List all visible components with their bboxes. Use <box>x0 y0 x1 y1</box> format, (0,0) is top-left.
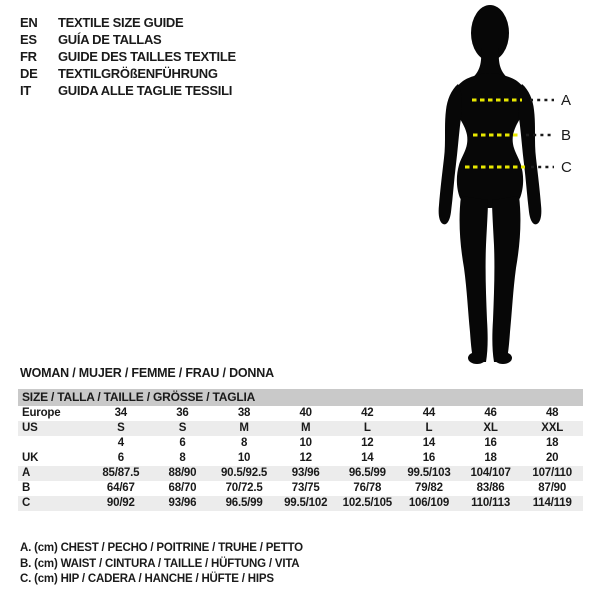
silhouette-right-arm <box>518 84 541 224</box>
size-cell: 46 <box>484 407 497 419</box>
size-cell: M <box>300 422 311 434</box>
size-cell: 83/86 <box>476 482 505 494</box>
row-label <box>18 436 90 451</box>
language-label: GUÍA DE TALLAS <box>58 32 162 47</box>
language-row <box>20 65 236 82</box>
size-cell: 8 <box>240 437 248 449</box>
size-cell: 76/78 <box>353 482 382 494</box>
size-cell: 96.5/99 <box>225 497 263 509</box>
silhouette-left-leg <box>460 196 488 362</box>
size-cell: 107/110 <box>532 467 572 479</box>
size-table-row <box>18 421 583 436</box>
language-list <box>20 14 236 99</box>
size-cell: 40 <box>299 407 312 419</box>
size-cell: 10 <box>237 452 251 464</box>
row-label: Europe <box>22 407 61 419</box>
size-cell: 79/82 <box>415 482 443 494</box>
size-table-row <box>18 481 583 496</box>
size-table-body <box>18 406 583 511</box>
size-cell: 6 <box>117 452 124 464</box>
size-cell: L <box>363 422 371 434</box>
size-table-header: SIZE / TALLA / TAILLE / GRÖSSE / TAGLIA <box>18 389 583 406</box>
size-cell: 8 <box>179 452 186 464</box>
silhouette-torso <box>453 73 527 208</box>
size-cell: 90/92 <box>106 497 135 509</box>
language-label: TEXTILE SIZE GUIDE <box>58 15 184 30</box>
size-cell: 70/72.5 <box>225 482 263 494</box>
silhouette-right-foot <box>494 352 512 364</box>
size-table-row <box>18 451 583 466</box>
size-cell: 20 <box>545 452 559 464</box>
size-cell: 48 <box>545 407 559 419</box>
size-cell: 44 <box>422 407 436 419</box>
size-cell: 87/90 <box>538 482 567 494</box>
size-cell: 6 <box>179 437 186 449</box>
marker-letter-b: B <box>561 127 572 144</box>
size-cell: 38 <box>237 407 251 419</box>
size-cell: 12 <box>299 452 312 464</box>
language-row <box>20 14 236 31</box>
language-code: DE <box>20 66 38 81</box>
row-label: C <box>22 497 31 509</box>
size-cell: 34 <box>114 407 128 419</box>
figure-svg <box>380 0 600 380</box>
row-label: UK <box>22 452 39 464</box>
measurement-legend <box>20 541 303 588</box>
language-row <box>20 82 236 99</box>
size-cell: 12 <box>361 437 374 449</box>
legend-line-c: C. (cm) HIP / CADERA / HANCHE / HÜFTE / HIPS <box>20 573 274 585</box>
size-cell: S <box>178 422 187 434</box>
woman-silhouette <box>439 5 542 364</box>
row-label: B <box>22 482 31 494</box>
size-table-row <box>18 466 583 481</box>
size-cell: 68/70 <box>168 482 197 494</box>
size-cell: S <box>117 422 125 434</box>
size-cell: 96.5/99 <box>348 467 386 479</box>
row-label: A <box>22 467 31 479</box>
size-cell: 42 <box>361 407 374 419</box>
silhouette-left-arm <box>439 84 462 224</box>
size-cell: 4 <box>117 437 124 449</box>
size-cell: 16 <box>484 437 497 449</box>
language-label: GUIDA ALLE TAGLIE TESSILI <box>58 83 233 98</box>
size-table-row <box>18 496 583 511</box>
size-cell: 18 <box>545 437 559 449</box>
size-cell: XXL <box>541 422 564 434</box>
language-label: TEXTILGRÖßENFÜHRUNG <box>58 66 218 81</box>
size-cell: 88/90 <box>168 467 197 479</box>
language-code: ES <box>20 32 37 47</box>
size-table-row <box>18 436 583 451</box>
size-cell: 18 <box>484 452 497 464</box>
size-cell: 10 <box>299 437 312 449</box>
silhouette-left-foot <box>468 352 486 364</box>
size-cell: 64/67 <box>106 482 135 494</box>
size-table-row <box>18 406 583 421</box>
marker-letter-c: C <box>561 159 572 176</box>
size-cell: 16 <box>422 452 436 464</box>
language-code: FR <box>20 49 37 64</box>
language-label: GUIDE DES TAILLES TEXTILE <box>58 49 236 64</box>
size-cell: 93/96 <box>168 497 197 509</box>
language-row <box>20 48 236 65</box>
language-code: EN <box>20 15 38 30</box>
size-cell: 14 <box>361 452 374 464</box>
size-cell: 93/96 <box>291 467 320 479</box>
size-cell: 85/87.5 <box>102 467 140 479</box>
size-cell: 104/107 <box>470 467 511 479</box>
legend-line-b: B. (cm) WAIST / CINTURA / TAILLE / HÜFTUNG / VITA <box>20 557 300 570</box>
size-cell: XL <box>483 422 498 434</box>
size-cell: 114/119 <box>532 497 572 509</box>
row-label: US <box>22 422 38 434</box>
size-cell: 14 <box>422 437 436 449</box>
size-cell: 90.5/92.5 <box>220 467 268 479</box>
language-code: IT <box>20 83 31 98</box>
size-cell: 99.5/103 <box>407 467 451 479</box>
size-cell: 110/113 <box>471 497 511 509</box>
section-title-woman: WOMAN / MUJER / FEMME / FRAU / DONNA <box>20 366 274 380</box>
silhouette-right-leg <box>492 196 520 362</box>
legend-line-a: A. (cm) CHEST / PECHO / POITRINE / TRUHE / PETTO <box>20 542 303 554</box>
language-row <box>20 31 236 48</box>
size-table <box>18 389 583 511</box>
size-cell: 102.5/105 <box>342 497 392 509</box>
size-cell: 73/75 <box>291 482 320 494</box>
size-cell: M <box>239 422 249 434</box>
marker-letter-a: A <box>561 92 572 109</box>
size-cell: L <box>425 422 433 434</box>
size-cell: 36 <box>176 407 189 419</box>
size-cell: 99.5/102 <box>284 497 328 509</box>
size-cell: 106/109 <box>408 497 450 509</box>
